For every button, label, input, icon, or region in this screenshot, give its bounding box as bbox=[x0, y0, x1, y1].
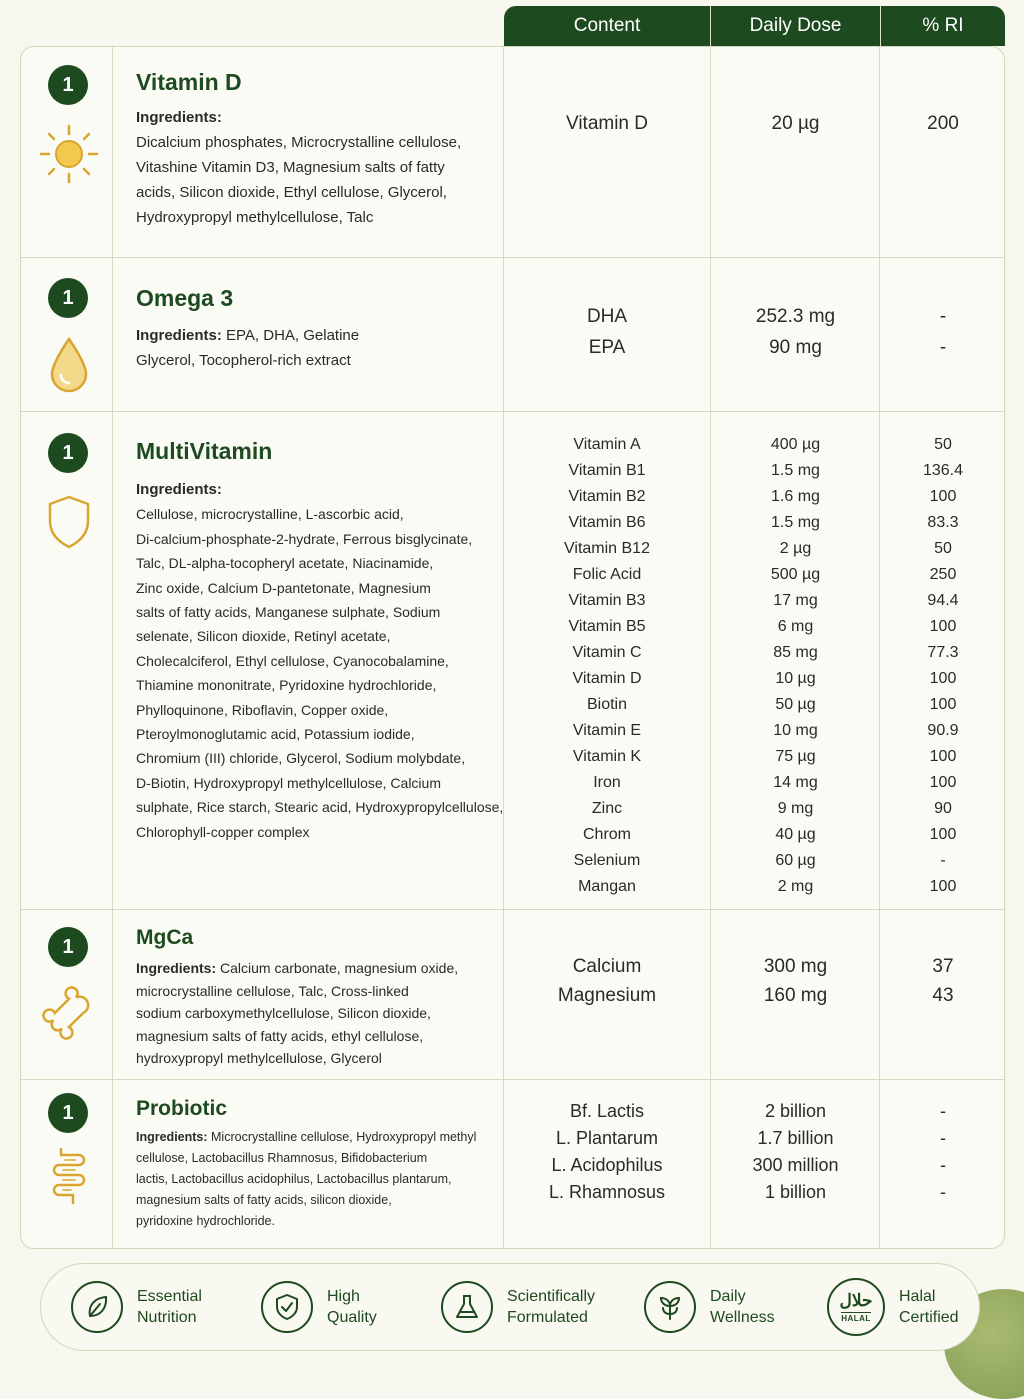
ingredients-label: Ingredients: bbox=[136, 960, 217, 976]
ri-cell: 83.3 bbox=[927, 514, 959, 531]
ingredients-label: Ingredients: bbox=[136, 109, 222, 126]
ingredients-line: selenate, Silicon dioxide, Retinyl acetate, bbox=[136, 628, 391, 645]
dose-column bbox=[711, 952, 880, 1010]
ingredients-line: microcrystalline cellulose, Talc, Cross-linked bbox=[136, 982, 409, 999]
quantity-badge: 1 bbox=[48, 1093, 88, 1133]
dose-cell: 2 billion bbox=[764, 1101, 827, 1121]
ri-cell: 100 bbox=[929, 618, 957, 635]
ingredients-line: salts of fatty acids, Manganese sulphate, Sodium bbox=[136, 604, 441, 621]
content-cell: Vitamin B3 bbox=[568, 592, 646, 609]
ingredients-label: Ingredients: bbox=[136, 481, 222, 498]
dose-cell: 90 mg bbox=[769, 337, 822, 358]
ingredients-text bbox=[136, 105, 501, 230]
ingredients-line: Glycerol, Tocopherol-rich extract bbox=[136, 352, 351, 369]
feature-daily-wellness bbox=[644, 1264, 775, 1350]
content-cell: Biotin bbox=[586, 696, 628, 713]
content-cell: Vitamin B2 bbox=[568, 488, 646, 505]
product-name: MgCa bbox=[136, 926, 194, 949]
drop-icon bbox=[39, 333, 99, 397]
bone-icon bbox=[39, 981, 99, 1045]
content-cell: Vitamin K bbox=[572, 748, 642, 765]
sun-icon bbox=[39, 122, 99, 186]
quantity-badge: 1 bbox=[48, 927, 88, 967]
dose-cell: 252.3 mg bbox=[755, 306, 836, 327]
ingredients-label: Ingredients: bbox=[136, 1130, 208, 1144]
dose-cell: 500 µg bbox=[770, 566, 821, 583]
ri-cell: 100 bbox=[929, 774, 957, 791]
content-cell: Vitamin D bbox=[565, 113, 648, 134]
ri-cell: 100 bbox=[929, 670, 957, 687]
ri-cell: - bbox=[940, 1128, 946, 1148]
ri-cell: 77.3 bbox=[927, 644, 959, 661]
dose-cell: 75 µg bbox=[775, 748, 816, 765]
product-name: Vitamin D bbox=[136, 69, 242, 95]
dose-cell: 1 billion bbox=[764, 1182, 827, 1202]
content-cell: Vitamin C bbox=[572, 644, 642, 661]
ri-cell: 250 bbox=[929, 566, 957, 583]
ri-cell: - bbox=[940, 1182, 946, 1202]
ingredients-line: sulphate, Rice starch, Stearic acid, Hydroxypropylcellulose, bbox=[136, 799, 504, 816]
table-header bbox=[504, 6, 1005, 46]
content-cell: Magnesium bbox=[557, 985, 657, 1006]
feature-label: Quality bbox=[327, 1309, 377, 1326]
dose-cell: 85 mg bbox=[773, 644, 818, 661]
ingredients-line: EPA, DHA, Gelatine bbox=[221, 327, 360, 344]
content-cell: EPA bbox=[588, 337, 626, 358]
ri-cell: - bbox=[940, 852, 946, 869]
content-cell: Vitamin B12 bbox=[564, 540, 650, 557]
dose-cell: 14 mg bbox=[773, 774, 818, 791]
ingredients-line: cellulose, Lactobacillus Rhamnosus, Bifidobacterium bbox=[136, 1151, 428, 1165]
dose-cell: 10 µg bbox=[775, 670, 816, 687]
feature-label: Formulated bbox=[507, 1309, 588, 1326]
ri-cell: - bbox=[940, 1155, 946, 1175]
content-cell: L. Plantarum bbox=[555, 1128, 659, 1148]
halal-icon bbox=[827, 1278, 885, 1336]
ri-cell: - bbox=[939, 306, 947, 327]
dose-cell: 9 mg bbox=[777, 800, 814, 817]
ri-cell: 50 bbox=[934, 436, 952, 453]
ri-cell: 100 bbox=[929, 696, 957, 713]
ingredients-lines bbox=[136, 502, 506, 844]
content-cell: Calcium bbox=[572, 956, 642, 977]
content-column bbox=[504, 111, 710, 137]
feature-label: Certified bbox=[899, 1309, 959, 1326]
ingredients-text bbox=[136, 477, 506, 844]
content-cell: Vitamin B5 bbox=[568, 618, 646, 635]
supplement-table bbox=[20, 46, 1005, 1249]
ingredients-line: magnesium salts of fatty acids, ethyl cellulose, bbox=[136, 1027, 424, 1044]
dose-cell: 10 mg bbox=[773, 722, 818, 739]
shield-icon bbox=[39, 489, 99, 553]
dose-cell: 60 µg bbox=[775, 852, 816, 869]
ingredients-line: Zinc oxide, Calcium D-pantetonate, Magnesium bbox=[136, 579, 431, 596]
dose-column bbox=[711, 432, 880, 900]
header-ri: % RI bbox=[922, 15, 964, 36]
feature-high-quality bbox=[261, 1264, 377, 1350]
ri-cell: - bbox=[940, 1101, 946, 1121]
ri-column bbox=[881, 301, 1005, 363]
ingredients-line: Cholecalciferol, Ethyl cellulose, Cyanocobalamine, bbox=[136, 652, 449, 669]
dose-cell: 1.6 mg bbox=[771, 488, 820, 505]
ingredients-line: Talc, DL-alpha-tocopheryl acetate, Niacinamide, bbox=[136, 555, 434, 572]
ri-cell: 94.4 bbox=[927, 592, 959, 609]
product-name: Omega 3 bbox=[136, 285, 234, 311]
dose-cell: 40 µg bbox=[775, 826, 816, 843]
ri-cell: 200 bbox=[927, 113, 959, 134]
ri-cell: 100 bbox=[929, 826, 957, 843]
ingredients-line: Dicalcium phosphates, Microcrystalline cellulose, bbox=[136, 134, 462, 151]
content-cell: L. Rhamnosus bbox=[548, 1182, 666, 1202]
ingredients-line: acids, Silicon dioxide, Ethyl cellulose, Glycerol, bbox=[136, 184, 447, 201]
quantity-badge: 1 bbox=[48, 65, 88, 105]
dose-cell: 2 µg bbox=[779, 540, 812, 557]
dose-cell: 1.5 mg bbox=[771, 462, 820, 479]
dose-cell: 1.5 mg bbox=[771, 514, 820, 531]
plant-icon bbox=[644, 1281, 696, 1333]
feature-halal-certified bbox=[827, 1264, 959, 1350]
ingredients-text bbox=[136, 323, 501, 373]
dose-cell: 300 mg bbox=[763, 956, 828, 977]
ingredients-label: Ingredients: bbox=[136, 327, 222, 344]
dose-column bbox=[711, 111, 880, 137]
content-column bbox=[504, 952, 710, 1010]
feature-scientifically-formulated bbox=[441, 1264, 595, 1350]
content-cell: Zinc bbox=[591, 800, 623, 817]
dose-cell: 50 µg bbox=[775, 696, 816, 713]
content-column bbox=[504, 301, 710, 363]
content-cell: Vitamin E bbox=[572, 722, 642, 739]
ingredients-line: Cellulose, microcrystalline, L-ascorbic acid, bbox=[136, 506, 404, 523]
content-cell: Vitamin B1 bbox=[568, 462, 646, 479]
ri-cell: 100 bbox=[929, 488, 957, 505]
features-bar bbox=[40, 1263, 980, 1351]
dose-cell: 2 mg bbox=[777, 878, 814, 895]
content-cell: Mangan bbox=[578, 878, 636, 895]
table-row-multivitamin bbox=[21, 411, 1004, 910]
content-cell: Folic Acid bbox=[572, 566, 642, 583]
ri-column bbox=[881, 111, 1005, 137]
ri-cell: - bbox=[939, 337, 947, 358]
halal-badge-text: HALAL bbox=[841, 1313, 871, 1323]
product-name: Probiotic bbox=[136, 1097, 228, 1120]
halal-arabic-text: حلال bbox=[839, 1290, 873, 1310]
ri-cell: 43 bbox=[932, 985, 954, 1006]
content-cell: L. Acidophilus bbox=[551, 1155, 663, 1175]
dose-cell: 300 million bbox=[752, 1155, 839, 1175]
dose-cell: 20 µg bbox=[771, 113, 820, 134]
ri-column bbox=[881, 952, 1005, 1010]
ri-cell: 90 bbox=[934, 800, 952, 817]
ingredients-line: Phylloquinone, Riboflavin, Copper oxide, bbox=[136, 701, 389, 718]
table-row-mgca bbox=[21, 909, 1004, 1080]
ingredients-line: Thiamine mononitrate, Pyridoxine hydrochloride, bbox=[136, 677, 437, 694]
content-cell: Vitamin B6 bbox=[568, 514, 646, 531]
ingredients-line: magnesium salts of fatty acids, silicon dioxide, bbox=[136, 1193, 392, 1207]
ri-column bbox=[881, 1098, 1005, 1206]
ingredients-line: Di-calcium-phosphate-2-hydrate, Ferrous bisglycinate, bbox=[136, 530, 473, 547]
dose-column bbox=[711, 1098, 880, 1206]
content-cell: Vitamin D bbox=[572, 670, 642, 687]
ri-cell: 136.4 bbox=[922, 462, 964, 479]
content-cell: Selenium bbox=[573, 852, 641, 869]
feature-essential-nutrition bbox=[71, 1264, 202, 1350]
ingredients-line: Hydroxypropyl methylcellulose, Talc bbox=[136, 209, 374, 226]
quantity-badge: 1 bbox=[48, 278, 88, 318]
ingredients-line: sodium carboxymethylcellulose, Silicon dioxide, bbox=[136, 1005, 431, 1021]
dose-cell: 1.7 billion bbox=[757, 1128, 834, 1148]
content-cell: Bf. Lactis bbox=[569, 1101, 645, 1121]
ingredients-line: Vitashine Vitamin D3, Magnesium salts of fatty bbox=[136, 159, 445, 176]
leaf-icon bbox=[71, 1281, 123, 1333]
ingredients-line: D-Biotin, Hydroxypropyl methylcellulose, Calcium bbox=[136, 774, 441, 791]
ingredients-line: Chlorophyll-copper complex bbox=[136, 823, 310, 840]
table-row-vitamin-d bbox=[21, 47, 1004, 258]
ingredients-line: lactis, Lactobacillus acidophilus, Lactobacillus plantarum, bbox=[136, 1172, 452, 1186]
ingredients-line: Calcium carbonate, magnesium oxide, bbox=[216, 960, 459, 976]
dose-column bbox=[711, 301, 880, 363]
flask-icon bbox=[441, 1281, 493, 1333]
dose-cell: 6 mg bbox=[777, 618, 814, 635]
content-cell: Vitamin A bbox=[573, 436, 641, 453]
ingredients-line: Pteroylmonoglutamic acid, Potassium iodide, bbox=[136, 726, 415, 743]
content-cell: Iron bbox=[593, 774, 621, 791]
table-row-omega-3 bbox=[21, 257, 1004, 412]
intestine-icon bbox=[39, 1143, 99, 1207]
ingredients-line: hydroxypropyl methylcellulose, Glycerol bbox=[136, 1050, 382, 1066]
content-column bbox=[504, 1098, 710, 1206]
header-content: Content bbox=[504, 6, 711, 46]
quantity-badge: 1 bbox=[48, 433, 88, 473]
feature-label: Scientifically bbox=[507, 1288, 596, 1305]
ri-cell: 90.9 bbox=[927, 722, 959, 739]
product-name: MultiVitamin bbox=[136, 438, 273, 464]
shield-check-icon bbox=[261, 1281, 313, 1333]
ingredients-line: Chromium (III) chloride, Glycerol, Sodium molybdate, bbox=[136, 750, 466, 767]
feature-label: Wellness bbox=[710, 1309, 775, 1326]
ri-cell: 50 bbox=[934, 540, 952, 557]
content-column bbox=[504, 432, 710, 900]
table-row-probiotic bbox=[21, 1079, 1004, 1249]
ri-column bbox=[881, 432, 1005, 900]
ingredients-text bbox=[136, 957, 506, 1070]
ingredients-line: pyridoxine hydrochloride. bbox=[136, 1214, 275, 1228]
content-cell: DHA bbox=[586, 306, 628, 327]
feature-label: Halal bbox=[899, 1288, 936, 1305]
content-cell: Chrom bbox=[582, 826, 631, 843]
header-daily-dose: Daily Dose bbox=[711, 6, 881, 46]
feature-label: Nutrition bbox=[137, 1309, 197, 1326]
dose-cell: 17 mg bbox=[773, 592, 818, 609]
dose-cell: 400 µg bbox=[770, 436, 821, 453]
ri-cell: 37 bbox=[932, 956, 954, 977]
ri-cell: 100 bbox=[929, 748, 957, 765]
dose-cell: 160 mg bbox=[763, 985, 828, 1006]
ri-cell: 100 bbox=[929, 878, 957, 895]
ingredients-line: Microcrystalline cellulose, Hydroxypropyl methyl bbox=[207, 1130, 477, 1144]
feature-label: Daily bbox=[710, 1288, 746, 1305]
ingredients-text bbox=[136, 1127, 511, 1232]
feature-label: High bbox=[327, 1288, 360, 1305]
feature-label: Essential bbox=[137, 1288, 202, 1305]
